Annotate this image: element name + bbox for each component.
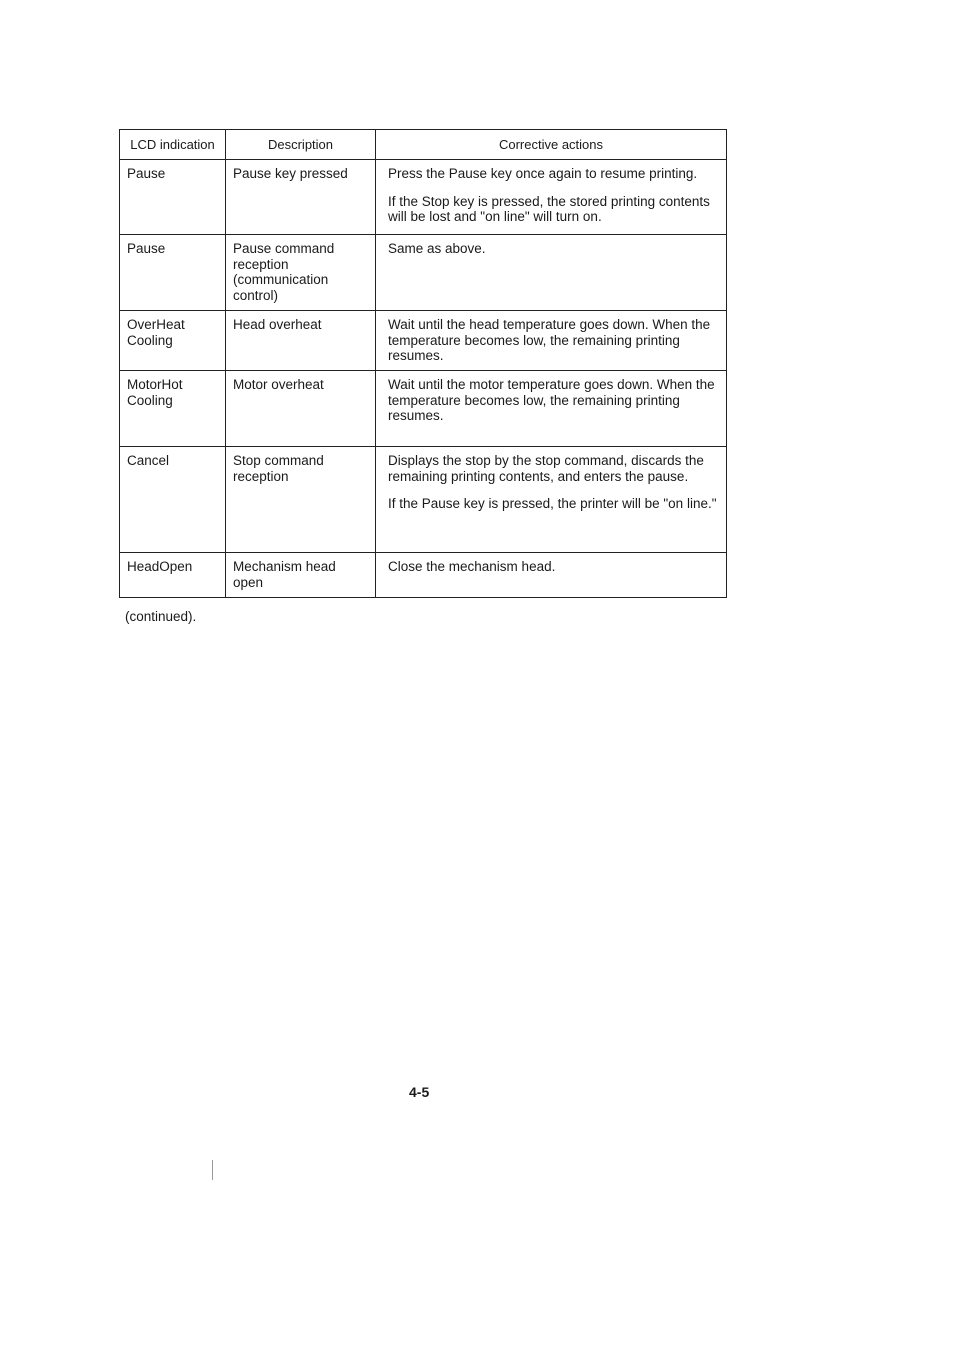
lcd-text: Cooling	[127, 332, 173, 348]
table-row	[120, 160, 727, 235]
page-number: 4-5	[409, 1084, 430, 1100]
table-row	[120, 311, 727, 371]
description-cell	[226, 160, 376, 235]
lcd-text: HeadOpen	[127, 559, 193, 574]
actions-cell	[376, 371, 727, 447]
scan-mark	[212, 1160, 213, 1180]
lcd-cell	[120, 553, 226, 598]
actions-cell	[376, 553, 727, 598]
description-cell	[226, 447, 376, 553]
action-text: Wait until the head temperature goes down. When the temperature becomes low, the remaining printing resumes.	[388, 317, 711, 363]
action-text: Same as above.	[388, 241, 486, 256]
header-lcd-indication: LCD indication	[120, 130, 226, 160]
lcd-cell	[120, 311, 226, 371]
lcd-cell	[120, 160, 226, 235]
header-description: Description	[226, 130, 376, 160]
actions-cell	[376, 311, 727, 371]
table-row	[120, 447, 727, 553]
description-text: Stop command reception	[233, 453, 324, 484]
description-text: Motor overheat	[233, 377, 324, 392]
lcd-text: Pause	[127, 166, 166, 181]
description-text: Pause command reception (communication control)	[233, 241, 335, 303]
description-cell	[226, 235, 376, 311]
actions-cell	[376, 235, 727, 311]
table-row	[120, 235, 727, 311]
action-text: If the Stop key is pressed, the stored printing contents will be lost and "on line" will turn on.	[388, 193, 710, 224]
actions-cell	[376, 160, 727, 235]
lcd-text: OverHeat	[127, 317, 185, 332]
lcd-cell	[120, 371, 226, 447]
lcd-text: Pause	[127, 241, 166, 256]
table-header-row	[120, 130, 727, 160]
description-cell	[226, 311, 376, 371]
lcd-text: Cooling	[127, 392, 173, 408]
description-text: Mechanism head open	[233, 559, 336, 590]
lcd-text: Cancel	[127, 453, 170, 468]
lcd-text: MotorHot	[127, 377, 183, 392]
lcd-indication-table	[119, 129, 727, 598]
action-text: Press the Pause key once again to resume printing.	[388, 166, 698, 181]
action-text: Displays the stop by the stop command, discards the remaining printing contents, and enters the pause.	[388, 453, 704, 484]
description-text: Head overheat	[233, 317, 322, 332]
action-text: If the Pause key is pressed, the printer will be "on line."	[388, 496, 717, 511]
lcd-cell	[120, 235, 226, 311]
action-text: Close the mechanism head.	[388, 559, 556, 574]
description-cell	[226, 553, 376, 598]
table-row	[120, 553, 727, 598]
table-row	[120, 371, 727, 447]
header-corrective-actions: Corrective actions	[376, 130, 727, 160]
actions-cell	[376, 447, 727, 553]
continued-note: (continued).	[125, 609, 197, 624]
description-cell	[226, 371, 376, 447]
lcd-cell	[120, 447, 226, 553]
action-text: Wait until the motor temperature goes down. When the temperature becomes low, the remaining printing resumes.	[388, 377, 715, 423]
description-text: Pause key pressed	[233, 166, 348, 181]
